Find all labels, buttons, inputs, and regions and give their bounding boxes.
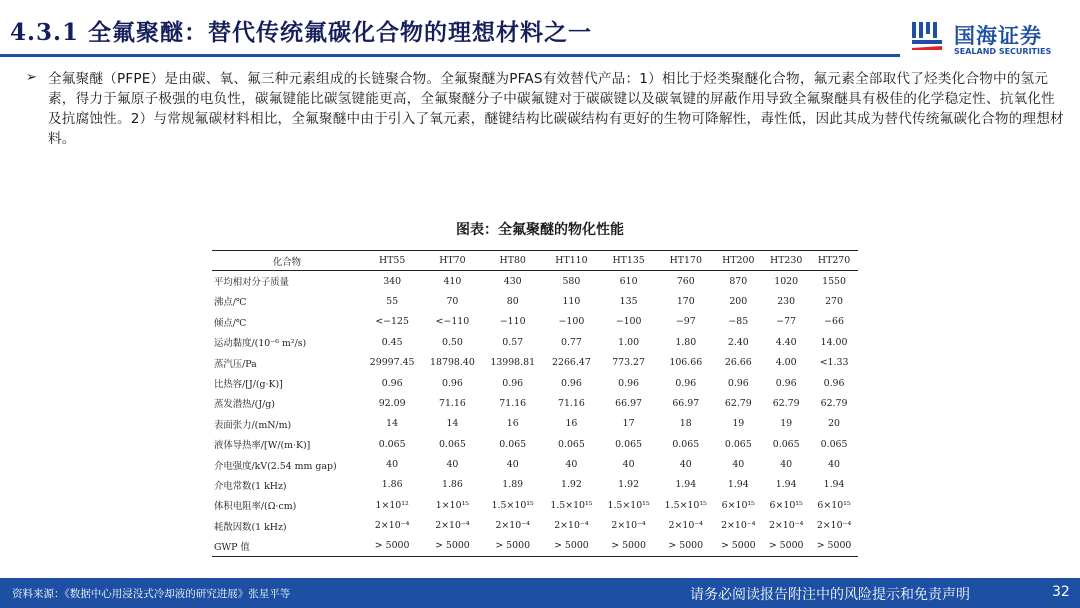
- table-cell: 62.79: [724, 397, 752, 409]
- table-cell: 66.97: [672, 397, 700, 409]
- table-cell: 2×10⁻⁴: [768, 520, 804, 532]
- table-cell: 1.92: [560, 479, 582, 491]
- table-cell: 4.40: [775, 336, 797, 348]
- logo-chinese-name: 国海证券: [954, 24, 1042, 48]
- table-cell: 1.5×10¹⁵: [491, 499, 534, 511]
- table-cell: 170: [676, 295, 695, 307]
- properties-table: [212, 250, 858, 557]
- table-row: [212, 454, 858, 474]
- table-cell: 71.16: [499, 397, 527, 409]
- table-row: [212, 536, 858, 556]
- table-cell: 2×10⁻⁴: [554, 520, 589, 532]
- table-cell: 1.89: [502, 479, 524, 491]
- column-header: HT170: [657, 251, 714, 271]
- table-cell: > 5000: [543, 536, 600, 556]
- column-header: HT200: [714, 251, 762, 271]
- row-label: 沸点/℃: [214, 297, 247, 309]
- column-header: HT135: [600, 251, 657, 271]
- table-row: [212, 352, 858, 372]
- table-row: [212, 495, 858, 515]
- table-cell: 40: [780, 459, 793, 471]
- table-cell: 1.5×10¹⁵: [607, 499, 650, 511]
- table-row: [212, 332, 858, 352]
- table-cell: 18: [679, 418, 692, 430]
- table-cell: −97: [675, 316, 696, 328]
- column-header: HT230: [762, 251, 810, 271]
- table-cell: 71.16: [439, 397, 466, 409]
- table-cell: 0.065: [672, 438, 700, 450]
- table-cell: 0.96: [441, 377, 463, 389]
- table-cell: 40: [622, 459, 635, 471]
- table-row: [212, 373, 858, 393]
- table-cell: 0.96: [560, 377, 582, 389]
- table-cell: 760: [676, 275, 695, 287]
- column-header: 化合物: [212, 251, 362, 271]
- table-cell: 1.94: [675, 479, 697, 491]
- table-cell: 40: [732, 459, 745, 471]
- table-cell: 40: [446, 459, 459, 471]
- table-cell: 0.50: [441, 336, 463, 348]
- row-label: 表面张力/(mN/m): [214, 419, 292, 431]
- row-label: 蒸汽压/Pa: [214, 358, 257, 370]
- logo-english-name: SEALAND SECURITIES: [954, 47, 1052, 56]
- table-cell: 773.27: [612, 357, 645, 369]
- table-cell: 0.96: [675, 377, 697, 389]
- table-cell: 55: [386, 295, 399, 307]
- table-cell: 0.57: [502, 336, 524, 348]
- table-cell: 0.065: [615, 438, 643, 450]
- row-label: 介电强度/kV(2.54 mm gap): [214, 460, 337, 472]
- table-cell: 1.94: [727, 479, 749, 491]
- figure-title: 图表：全氟聚醚的物化性能: [456, 222, 624, 238]
- table-cell: > 5000: [762, 536, 810, 556]
- table-cell: 1.00: [618, 336, 640, 348]
- row-label: 液体导热率/[W/(m·K)]: [214, 440, 311, 452]
- table-cell: 1.80: [675, 336, 697, 348]
- table-cell: 40: [565, 459, 578, 471]
- table-cell: 410: [443, 275, 462, 287]
- table-cell: 19: [780, 418, 793, 430]
- table-cell: 0.77: [560, 336, 582, 348]
- table-cell: 13998.81: [490, 357, 536, 369]
- row-label: GWP 值: [212, 536, 362, 556]
- table-cell: 1.92: [618, 479, 640, 491]
- body-paragraph: 全氟聚醚（PFPE）是由碳、氧、氟三种元素组成的长链聚合物。全氟聚醚为PFAS有效替代产品：1）相比于烃类聚醚化合物，氟元素全部取代了烃类化合物中的氢元素，得力于氟原子极强的电负性，碳氟键能比碳氢键能更高，全氟聚醚分子中碳氟键对于碳碳键以及碳氧键的屏蔽作用导致全氟聚醚具有极佳的化学稳定性、抗氧化性及抗腐蚀性。2）与常规氟碳材料相比，全氟聚醚中由于引入了氧元素，醚键结构比碳碳结构有更好的生物可降解性，毒性低，因此其成为替代传统氟碳化合物的理想材料。: [48, 71, 1064, 147]
- table-cell: 71.16: [558, 397, 585, 409]
- table-cell: 110: [562, 295, 581, 307]
- table-row: [212, 434, 858, 454]
- table-cell: 1.94: [823, 479, 845, 491]
- table-cell: 92.09: [378, 397, 406, 409]
- table-cell: 1.94: [775, 479, 797, 491]
- table-cell: 200: [729, 295, 748, 307]
- table-cell: 40: [386, 459, 399, 471]
- table-cell: 2×10⁻⁴: [816, 520, 852, 532]
- row-label: 体积电阻率/(Ω·cm): [214, 501, 297, 513]
- row-label: 比热容/[J/(g·K)]: [214, 379, 283, 391]
- table-cell: 66.97: [615, 397, 643, 409]
- row-label: 运动黏度/(10⁻⁶ m²/s): [214, 338, 307, 350]
- table-cell: −110: [499, 316, 526, 328]
- column-header: HT55: [362, 251, 422, 271]
- table-cell: 2266.47: [552, 357, 591, 369]
- table-cell: <−125: [375, 316, 409, 328]
- table-cell: 230: [777, 295, 796, 307]
- table-cell: 2×10⁻⁴: [435, 520, 470, 532]
- table-cell: 1.86: [381, 479, 403, 491]
- table-cell: 1.5×10¹⁵: [550, 499, 593, 511]
- table-cell: 1550: [822, 275, 846, 287]
- row-label: 蒸发潜热/(J/g): [214, 399, 275, 411]
- table-cell: 1.86: [441, 479, 463, 491]
- sealand-logo-icon: [910, 20, 944, 52]
- page-number: 32: [1052, 584, 1070, 600]
- table-cell: 1×10¹⁵: [435, 499, 470, 511]
- table-cell: 2×10⁻⁴: [611, 520, 646, 532]
- table-cell: 14: [386, 418, 399, 430]
- table-cell: −66: [824, 316, 844, 328]
- table-cell: 2×10⁻⁴: [495, 520, 530, 532]
- table-cell: 6×10¹⁵: [721, 499, 755, 511]
- table-cell: > 5000: [362, 536, 422, 556]
- table-row: [212, 414, 858, 434]
- table-cell: > 5000: [422, 536, 482, 556]
- table-cell: −100: [615, 316, 642, 328]
- footer-bar: [0, 578, 1080, 608]
- table-cell: 0.065: [499, 438, 527, 450]
- row-label: 平均相对分子质量: [214, 277, 290, 289]
- table-cell: 18798.40: [430, 357, 475, 369]
- column-header: HT110: [543, 251, 600, 271]
- section-title: 4.3.1 全氟聚醚：替代传统氟碳化合物的理想材料之一: [10, 19, 593, 46]
- table-cell: 62.79: [820, 397, 848, 409]
- table-cell: 40: [679, 459, 692, 471]
- table-cell: 0.065: [378, 438, 406, 450]
- table-cell: > 5000: [714, 536, 762, 556]
- table-cell: 0.065: [724, 438, 752, 450]
- table-row: [212, 516, 858, 536]
- table-cell: 430: [503, 275, 522, 287]
- table-cell: > 5000: [483, 536, 543, 556]
- table-cell: 14.00: [820, 336, 848, 348]
- table-body: [212, 271, 858, 556]
- table-row: [212, 291, 858, 311]
- table-cell: 2×10⁻⁴: [668, 520, 703, 532]
- column-header: HT270: [810, 251, 858, 271]
- table-cell: −100: [558, 316, 585, 328]
- table-cell: 0.96: [727, 377, 749, 389]
- table-cell: 340: [383, 275, 402, 287]
- table-row: [212, 393, 858, 413]
- table-cell: 0.96: [618, 377, 640, 389]
- table-row: [212, 312, 858, 332]
- table-cell: 0.96: [775, 377, 797, 389]
- table-cell: 6×10¹⁵: [817, 499, 851, 511]
- table-cell: 1.5×10¹⁵: [664, 499, 707, 511]
- slide-header: [0, 0, 1080, 60]
- table-row: [212, 271, 858, 291]
- table-cell: > 5000: [600, 536, 657, 556]
- source-note: 资料来源：《数据中心用浸没式冷却液的研究进展》张星平等: [12, 588, 291, 600]
- table-cell: 4.00: [775, 357, 797, 369]
- table-cell: 20: [828, 418, 841, 430]
- table-cell: 0.065: [439, 438, 466, 450]
- table-cell: 40: [506, 459, 519, 471]
- table-cell: 1×10¹²: [375, 499, 409, 511]
- table-cell: 6×10¹⁵: [769, 499, 803, 511]
- table-cell: 0.065: [558, 438, 585, 450]
- table-cell: 16: [565, 418, 578, 430]
- company-logo: [910, 20, 1070, 60]
- table-cell: 19: [732, 418, 745, 430]
- table-row: [212, 475, 858, 495]
- table-cell: 2×10⁻⁴: [374, 520, 410, 532]
- table-cell: 29997.45: [369, 357, 415, 369]
- table-cell: 1020: [774, 275, 799, 287]
- row-label: 介电常数(1 kHz): [214, 480, 287, 492]
- table-cell: > 5000: [810, 536, 858, 556]
- table-cell: 14: [446, 418, 459, 430]
- table-cell: 62.79: [772, 397, 800, 409]
- table-cell: 0.96: [381, 377, 403, 389]
- table-cell: 16: [506, 418, 519, 430]
- column-header: HT80: [483, 251, 543, 271]
- table-cell: 0.065: [772, 438, 800, 450]
- table-cell: 870: [729, 275, 748, 287]
- table-cell: 580: [562, 275, 581, 287]
- table-cell: −77: [776, 316, 797, 328]
- table-header-row: [212, 251, 858, 271]
- table-cell: 80: [506, 295, 519, 307]
- table-cell: <1.33: [819, 357, 849, 369]
- disclaimer-text: 请务必阅读报告附注中的风险提示和免责声明: [690, 587, 970, 603]
- table-cell: > 5000: [657, 536, 714, 556]
- table-cell: 40: [828, 459, 841, 471]
- table-cell: 106.66: [669, 357, 703, 369]
- column-header: HT70: [422, 251, 482, 271]
- title-underline: [0, 54, 900, 57]
- table-cell: 0.96: [823, 377, 845, 389]
- table-cell: 26.66: [724, 357, 752, 369]
- row-label: 倾点/℃: [214, 317, 247, 329]
- table-cell: 270: [825, 295, 843, 307]
- table-cell: 2.40: [727, 336, 749, 348]
- table-cell: 17: [622, 418, 635, 430]
- table-cell: <−110: [435, 316, 470, 328]
- table-cell: 0.96: [502, 377, 524, 389]
- table-cell: 0.45: [381, 336, 403, 348]
- row-label: 耗散因数(1 kHz): [214, 521, 287, 533]
- table-cell: −85: [728, 316, 749, 328]
- table-cell: 0.065: [820, 438, 848, 450]
- table-cell: 610: [619, 275, 638, 287]
- bullet-arrow-icon: ➢: [26, 70, 37, 85]
- table-cell: 2×10⁻⁴: [721, 520, 756, 532]
- table-cell: 70: [446, 295, 459, 307]
- table-cell: 135: [619, 295, 638, 307]
